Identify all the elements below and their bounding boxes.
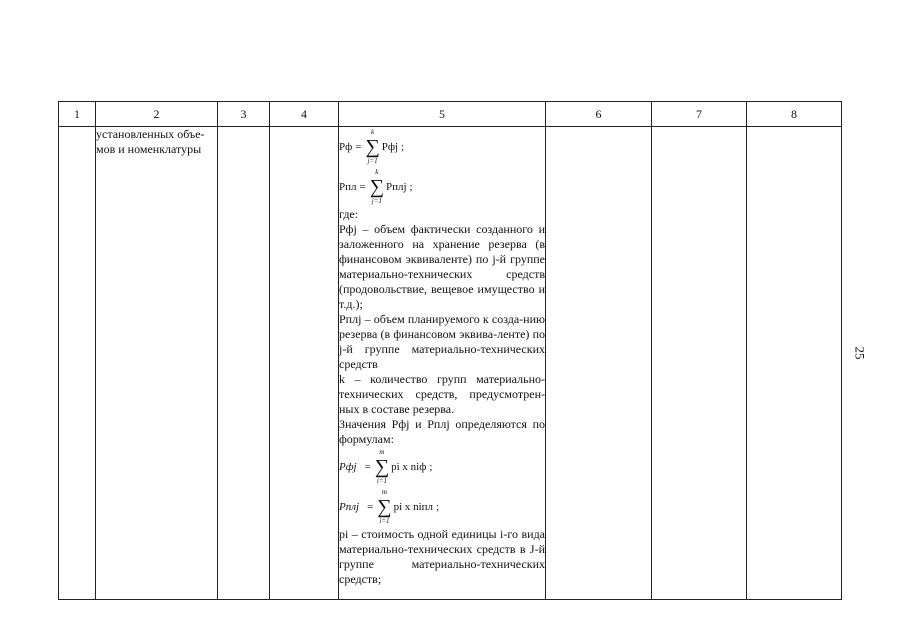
cell-2 <box>96 127 218 600</box>
col-header-3: 3 <box>218 102 270 127</box>
col-header-1: 1 <box>59 102 96 127</box>
table-row <box>59 127 842 600</box>
col-header-7: 7 <box>652 102 747 127</box>
text-where: где: <box>339 207 359 221</box>
cell-1 <box>59 127 96 600</box>
sum-lower: i=1 <box>376 477 388 485</box>
col2-text: установленных объе-мов и номенклатуры <box>96 127 205 156</box>
text-rplj-definition: Рплj – объем планируемого к созда-нию резерва (в финансовом эквива-ленте) по j-й группе материально-технических средств <box>339 312 545 371</box>
cell-5 <box>339 127 546 600</box>
sum-upper: k <box>371 128 375 136</box>
sum-lower: i=1 <box>379 517 390 525</box>
sum-upper: m <box>381 488 387 496</box>
col-header-4: 4 <box>270 102 339 127</box>
formula-lhs: Рпл <box>339 180 357 193</box>
col-header-8: 8 <box>747 102 842 127</box>
formula-term: pi х niф <box>391 460 427 473</box>
sum-lower: j=1 <box>367 157 378 165</box>
cell-3 <box>218 127 270 600</box>
formula-tail: ; <box>436 500 440 513</box>
formula-rplj <box>339 487 545 527</box>
formula-eq: = <box>359 180 366 193</box>
formula-eq: = <box>355 140 362 153</box>
formula-eq: = <box>367 500 374 513</box>
sum-symbol: k ∑ j=1 <box>369 168 384 205</box>
cell-7 <box>652 127 747 600</box>
col-header-6: 6 <box>546 102 652 127</box>
formula-rpl <box>339 167 545 207</box>
sum-symbol: m ∑ i=1 <box>377 488 392 525</box>
cell-4 <box>270 127 339 600</box>
formula-tail: ; <box>429 460 433 473</box>
cell-8 <box>747 127 842 600</box>
col-header-5: 5 <box>339 102 546 127</box>
cell-6 <box>546 127 652 600</box>
formula-lhs: Рплj <box>339 500 360 513</box>
sum-lower: j=1 <box>371 197 382 205</box>
formula-lhs: Рф <box>339 140 353 153</box>
formula-term: Рплj <box>385 180 407 193</box>
formula-tail: ; <box>401 140 405 153</box>
header-row <box>59 102 842 127</box>
sum-upper: m <box>379 448 385 456</box>
formula-tail: ; <box>409 180 413 193</box>
text-rfj-definition: Рфj – объем фактически созданного и заложенного на хранение резерва (в финансовом эквиваленте) по j-й группе материально-технических средств (продовольствие, вещевое имущество и т.д.); <box>339 222 545 311</box>
sum-symbol: m ∑ i=1 <box>374 448 390 485</box>
formula-term: Рфj <box>381 140 399 153</box>
sum-symbol: k ∑ j=1 <box>365 128 380 165</box>
text-values-intro: Значения Рфj и Рплj определяются по формулам: <box>339 417 545 446</box>
text-k-definition: k – количество групп материально-технических средств, предусмотрен-ных в составе резерва. <box>339 372 545 416</box>
page-number: 25 <box>852 346 868 360</box>
formula-lhs: Рфj <box>339 460 357 473</box>
requirements-table <box>58 101 842 600</box>
formula-rf <box>339 127 545 167</box>
formula-rfj <box>339 447 545 487</box>
formula-term: pi х niпл <box>393 500 434 513</box>
sum-upper: k <box>375 168 379 176</box>
formula-eq: = <box>364 460 371 473</box>
text-pi-definition: pi – стоимость одной единицы i-го вида материально-технических средств в J-й группе материально-технических средств; <box>339 527 545 586</box>
col-header-2: 2 <box>96 102 218 127</box>
